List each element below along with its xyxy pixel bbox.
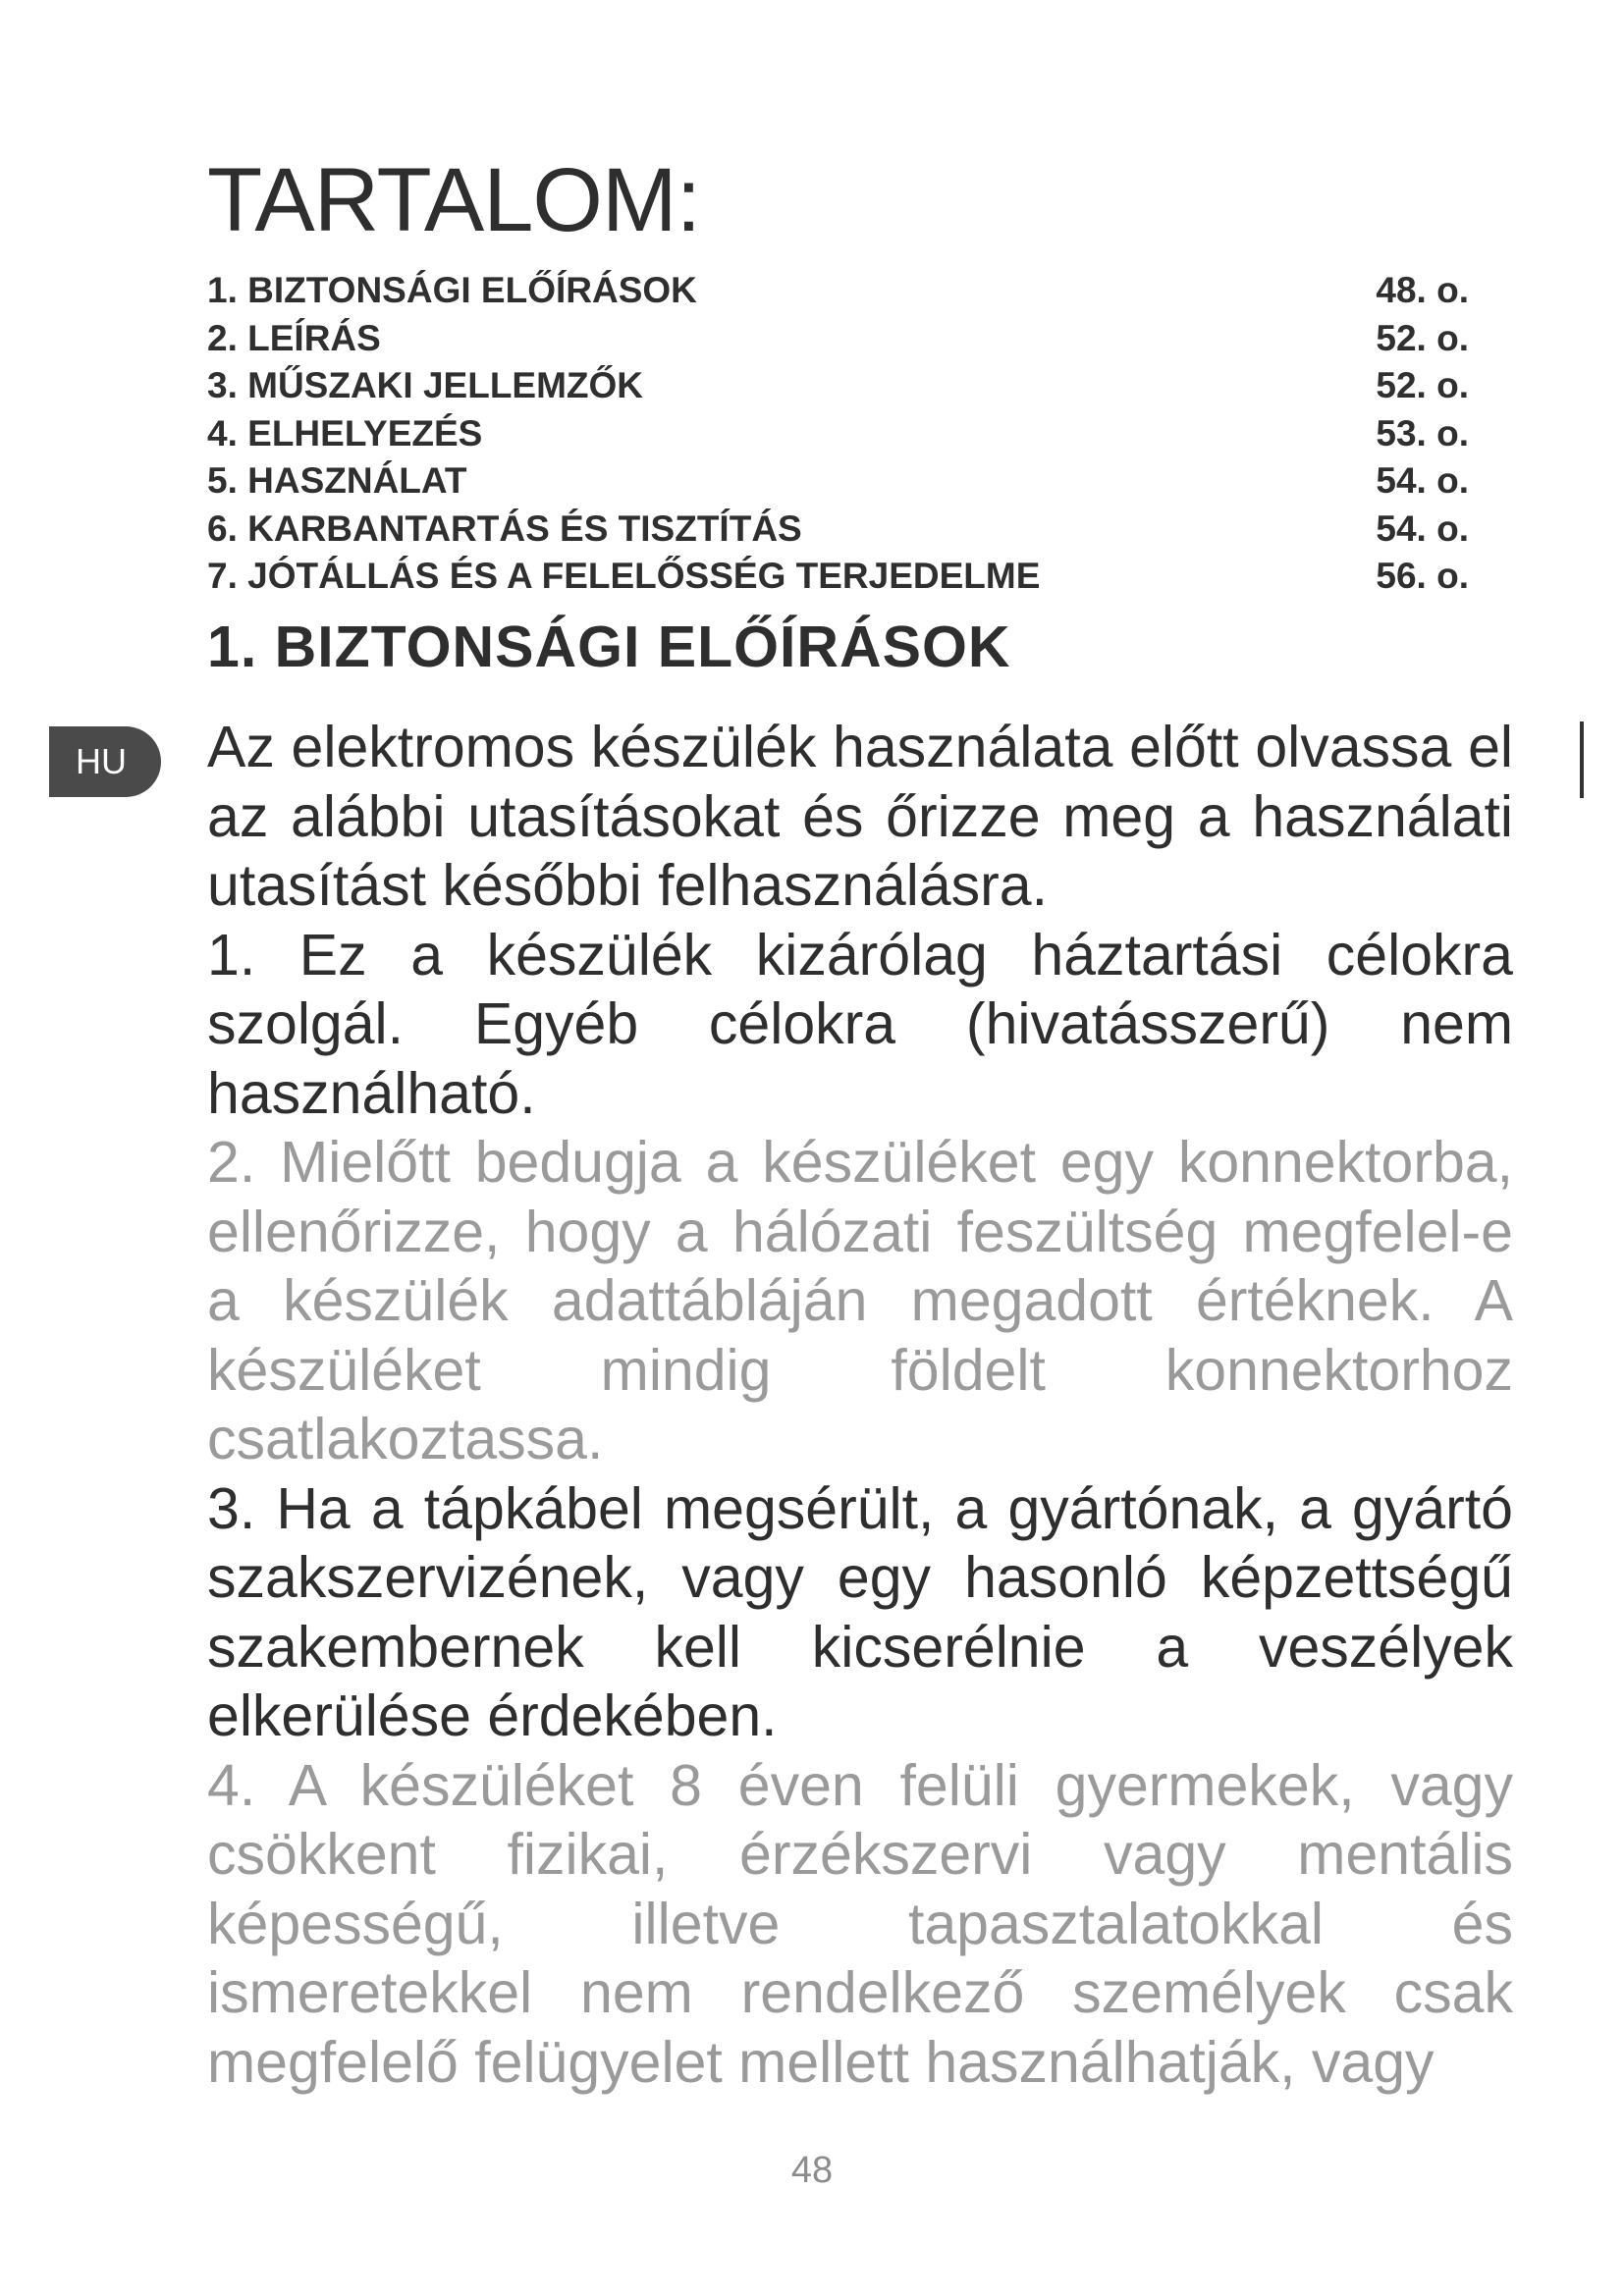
page-number: 48 (790, 2150, 834, 2191)
safety-rule-1: 1. Ez a készülék kizárólag háztartási célokra szolgál. Egyéb célokra (hivatásszerű) nem használható. (207, 922, 1513, 1126)
toc-entry[interactable] (207, 267, 1479, 315)
toc-entry-page: 52. o. (1376, 365, 1469, 405)
toc-entry-page: 48. o. (1376, 270, 1469, 310)
toc-entry-page: 53. o. (1376, 412, 1469, 454)
safety-rule-4: 4. A készüléket 8 éven felüli gyermekek, vagy csökkent fizikai, érzékszervi vagy mentális képességű, illetve tapasztalatokkal és ismeretekkel nem rendelkező személyek csak megfelelő felügyelet mellett használhatják, vagy (207, 1752, 1513, 2095)
toc-entry[interactable] (207, 410, 1479, 458)
toc-entry-label: 4. ELHELYEZÉS (207, 412, 483, 454)
toc-entry-page: 54. o. (1376, 507, 1469, 549)
toc-entry[interactable] (207, 553, 1479, 601)
toc-entry-page: 56. o. (1376, 556, 1469, 596)
toc-entry-page: 52. o. (1376, 317, 1469, 358)
toc-entry[interactable] (207, 362, 1479, 410)
safety-rule-2: 2. Mielőtt bedugja a készüléket egy konnektorba, ellenőrizze, hogy a hálózati feszültség megfelel-e a készülék adattábláján megadott értéknek. A készüléket mindig földelt konnektorhoz csatlakoztassa. (207, 1130, 1513, 1471)
body-text (207, 713, 1513, 2097)
toc-entry-label: 7. JÓTÁLLÁS ÉS A FELELŐSSÉG TERJEDELME (207, 556, 1041, 596)
section-heading: 1. BIZTONSÁGI ELŐÍRÁSOK (207, 614, 1011, 679)
language-tab: HU (49, 726, 161, 797)
toc-entry-label: 2. LEÍRÁS (207, 317, 381, 358)
toc-entry-label: 1. BIZTONSÁGI ELŐÍRÁSOK (207, 270, 697, 310)
margin-marker (1580, 721, 1584, 798)
toc-entry-label: 5. HASZNÁLAT (207, 460, 467, 501)
intro-paragraph: Az elektromos készülék használata előtt olvassa el az alábbi utasításokat és őrizze meg a használati utasítást későbbi felhasználásra. (207, 715, 1513, 918)
toc-entry-label: 6. KARBANTARTÁS ÉS TISZTÍTÁS (207, 507, 802, 549)
safety-rule-3: 3. Ha a tápkábel megsérült, a gyártónak, a gyártó szakszervizének, vagy egy hasonló képzettségű szakembernek kell kicserélnie a veszélyek elkerülése érdekében. (207, 1475, 1513, 1748)
toc-entry[interactable] (207, 315, 1479, 363)
toc-entry-page: 54. o. (1376, 460, 1469, 501)
toc-entry-label: 3. MŰSZAKI JELLEMZŐK (207, 365, 644, 405)
toc-entry[interactable] (207, 457, 1479, 506)
table-of-contents (207, 267, 1479, 601)
contents-title: TARTALOM: (207, 150, 701, 250)
toc-entry[interactable] (207, 506, 1479, 554)
